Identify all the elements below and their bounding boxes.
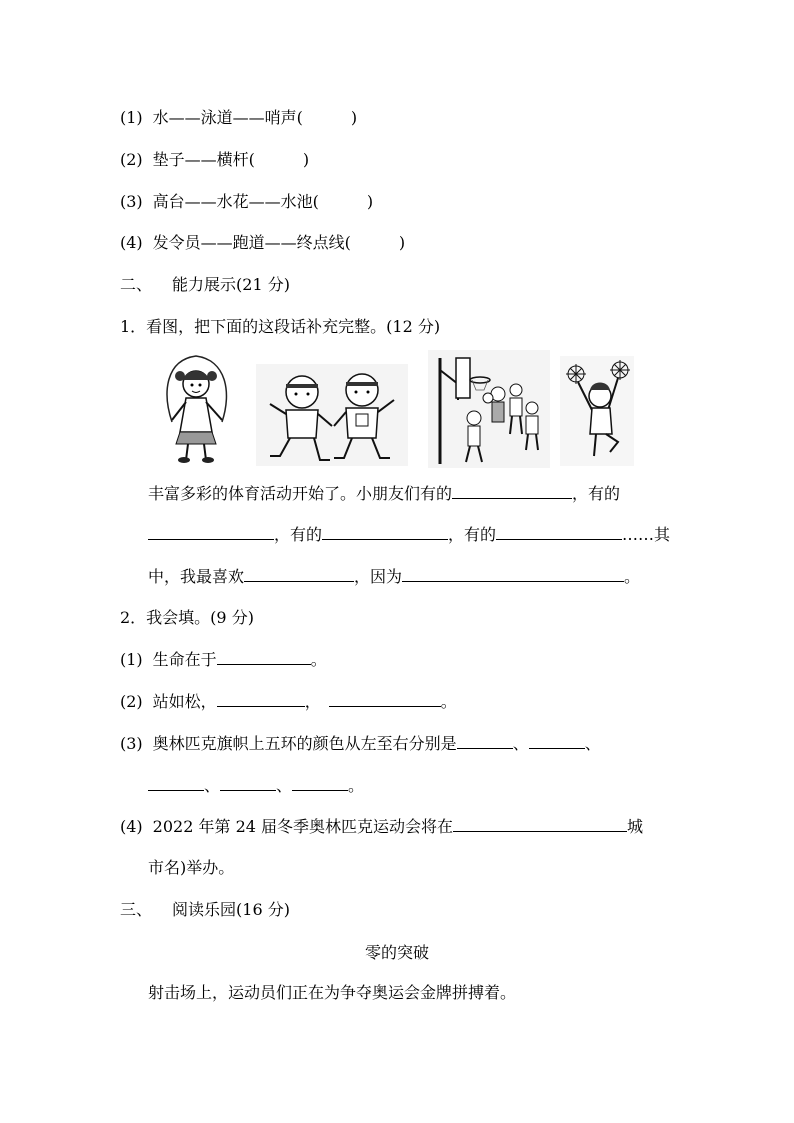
- item-number: (1): [120, 108, 143, 127]
- item-text: 。: [440, 692, 457, 711]
- answer-blank[interactable]: [292, 774, 348, 791]
- item-text: 发令员——跑道——终点线(: [152, 233, 351, 252]
- paragraph-line-3: [148, 565, 640, 588]
- answer-blank[interactable]: [217, 690, 305, 707]
- question-2-label: 2．我会填。(9 分): [120, 608, 254, 627]
- item-text: 站如松，: [152, 692, 217, 711]
- paragraph-line-1: [148, 482, 620, 505]
- fill-item-1: [120, 648, 327, 671]
- close-paren: ): [366, 192, 374, 211]
- answer-blank[interactable]: [496, 523, 622, 540]
- paragraph-text: 中，我最喜欢: [148, 567, 245, 586]
- item-text: 高台——水花——水池(: [152, 192, 319, 211]
- item-number: (4): [120, 233, 143, 252]
- section-title: 阅读乐园(16 分): [172, 900, 290, 919]
- item-text: 2022 年第 24 届冬季奥林匹克运动会将在: [152, 817, 454, 836]
- separator: 、: [204, 776, 221, 795]
- paragraph-text: 丰富多彩的体育活动开始了。小朋友们有的: [148, 484, 453, 503]
- paragraph-text: ，有的: [448, 525, 497, 544]
- item-number: (1): [120, 650, 143, 669]
- item-number: (4): [120, 817, 143, 836]
- item-text: 。: [310, 650, 327, 669]
- answer-blank[interactable]: [148, 523, 274, 540]
- section-heading-2: [120, 274, 290, 296]
- answer-blank[interactable]: [217, 648, 311, 665]
- answer-blank[interactable]: [322, 523, 448, 540]
- close-paren: ): [302, 150, 310, 169]
- basketball-game-image: [428, 350, 550, 468]
- item-text: 城: [627, 817, 644, 836]
- item-number: (3): [120, 192, 143, 211]
- answer-blank[interactable]: [453, 815, 627, 832]
- match-item-1: [120, 107, 357, 129]
- fill-item-4-cont: 市名)举办。: [148, 858, 235, 877]
- answer-blank[interactable]: [329, 690, 441, 707]
- close-paren: ): [350, 108, 358, 127]
- paragraph-text: 。: [624, 567, 641, 586]
- match-item-3: [120, 191, 373, 213]
- match-item-4: [120, 232, 405, 254]
- fill-item-3-cont: [148, 774, 364, 797]
- answer-blank[interactable]: [148, 774, 204, 791]
- close-paren: ): [398, 233, 406, 252]
- answer-blank[interactable]: [244, 565, 354, 582]
- answer-blank[interactable]: [452, 482, 572, 499]
- item-number: (2): [120, 692, 143, 711]
- answer-blank[interactable]: [402, 565, 624, 582]
- item-text: ，: [304, 692, 321, 711]
- separator: 、: [276, 776, 293, 795]
- fill-item-2: [120, 690, 457, 713]
- fill-item-4: [120, 815, 643, 838]
- match-item-2: [120, 149, 309, 171]
- item-text: 奥林匹克旗帜上五环的颜色从左至右分别是: [152, 734, 457, 753]
- cheerleader-image: [560, 356, 634, 466]
- section-number: 二、: [120, 275, 153, 294]
- separator: 。: [348, 776, 365, 795]
- paragraph-text: ……其: [622, 525, 671, 544]
- boys-running-image: [256, 364, 408, 466]
- paragraph-text: ，因为: [354, 567, 403, 586]
- paragraph-text: ，有的: [572, 484, 621, 503]
- story-first-line: 射击场上，运动员们正在为争夺奥运会金牌拼搏着。: [148, 983, 517, 1002]
- fill-item-3: [120, 732, 601, 755]
- girl-jumping-rope-image: [158, 352, 236, 464]
- item-text: 水——泳道——哨声(: [152, 108, 303, 127]
- story-title: 零的突破: [364, 943, 429, 962]
- item-number: (2): [120, 150, 143, 169]
- answer-blank[interactable]: [529, 732, 585, 749]
- answer-blank[interactable]: [457, 732, 513, 749]
- item-text: 垫子——横杆(: [152, 150, 255, 169]
- separator: 、: [584, 734, 601, 753]
- paragraph-line-2: [148, 523, 670, 546]
- section-title: 能力展示(21 分): [172, 275, 290, 294]
- separator: 、: [512, 734, 529, 753]
- section-number: 三、: [120, 900, 153, 919]
- question-1-label: 1．看图，把下面的这段话补充完整。(12 分): [120, 317, 441, 336]
- section-heading-3: [120, 899, 290, 921]
- item-number: (3): [120, 734, 143, 753]
- paragraph-text: ，有的: [274, 525, 323, 544]
- item-text: 生命在于: [152, 650, 217, 669]
- answer-blank[interactable]: [220, 774, 276, 791]
